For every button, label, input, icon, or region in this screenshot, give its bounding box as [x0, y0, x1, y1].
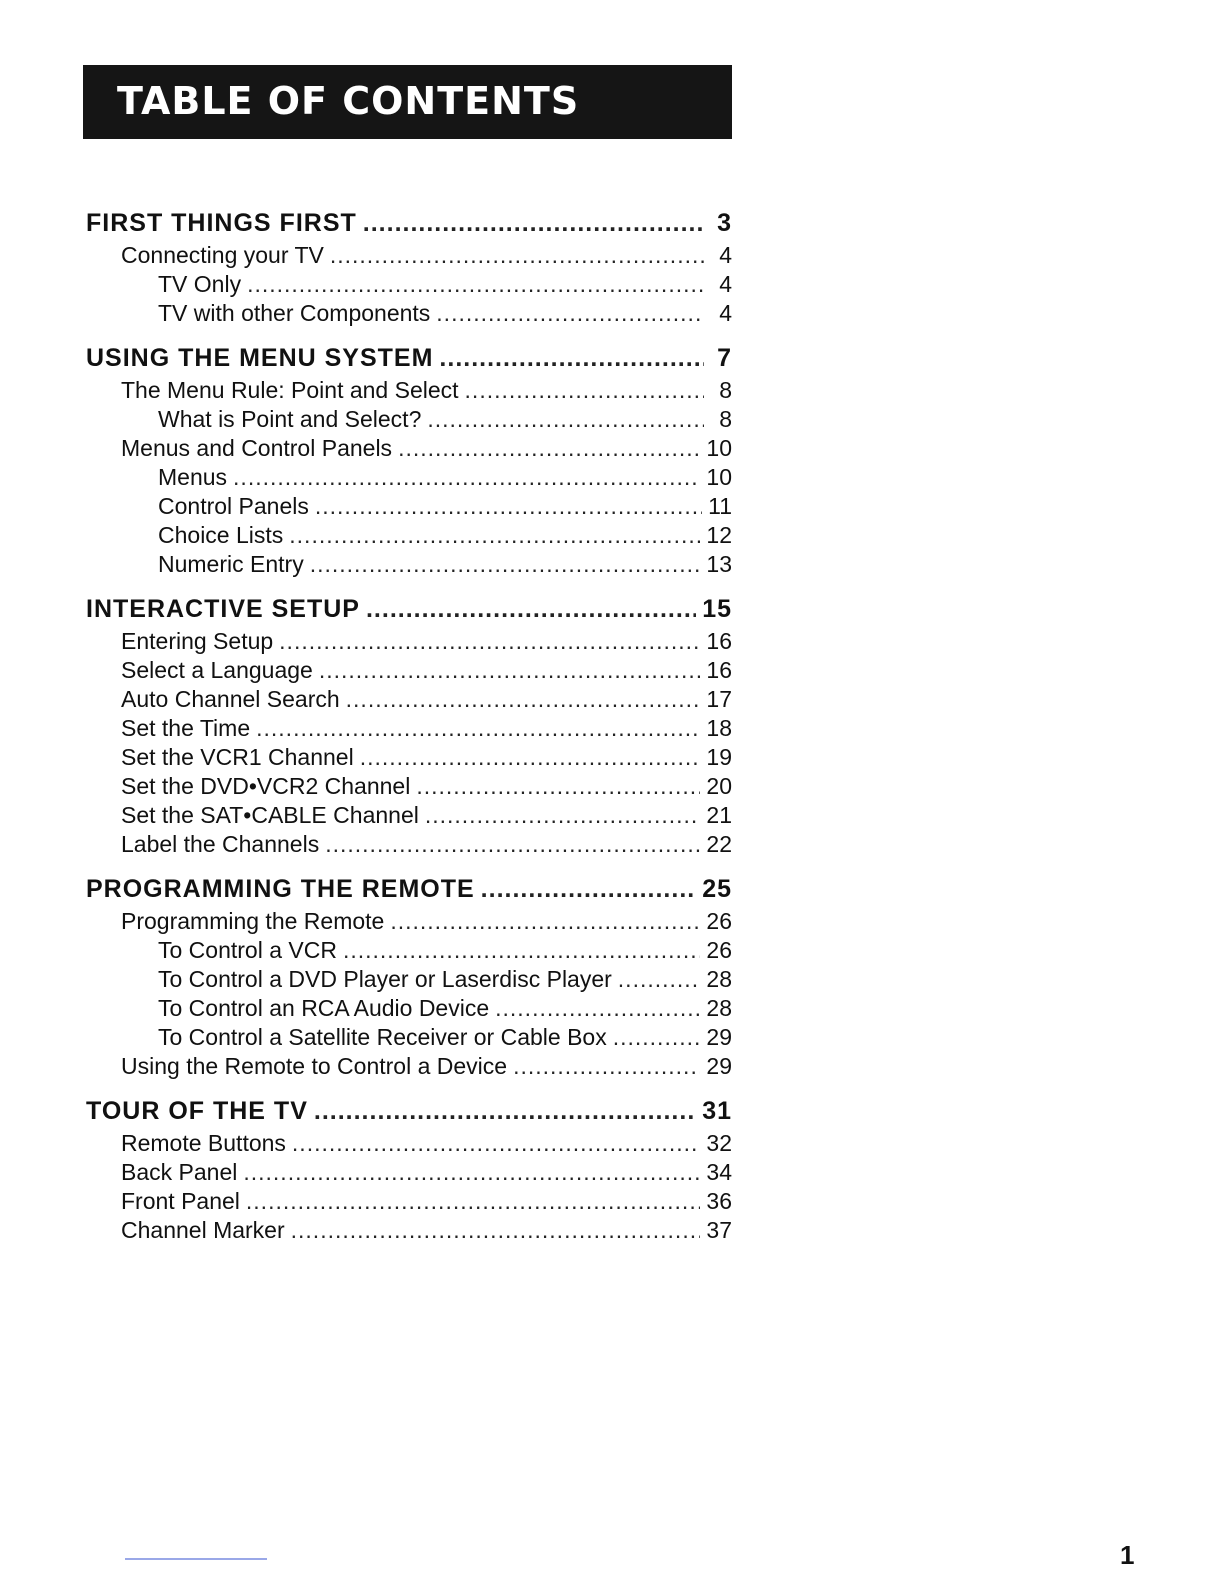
dot-leader — [618, 965, 701, 994]
toc-entry-page: 8 — [719, 377, 732, 403]
toc-entry-label: Channel Marker — [121, 1217, 285, 1243]
toc-entry — [86, 241, 732, 270]
toc-entry-label: To Control a DVD Player or Laserdisc Player — [158, 966, 612, 992]
toc-entry-label: The Menu Rule: Point and Select — [121, 377, 459, 403]
toc-section — [86, 871, 732, 907]
dot-leader — [292, 1129, 700, 1158]
toc-entry-label: Select a Language — [121, 657, 313, 683]
dot-leader — [247, 270, 704, 299]
toc-subentry — [86, 463, 732, 492]
toc-entry-page: 20 — [706, 773, 732, 799]
toc-entry — [86, 434, 732, 463]
dot-leader — [513, 1052, 700, 1081]
dot-leader — [346, 685, 701, 714]
toc-entry-page: 32 — [706, 1130, 732, 1156]
toc-entry-page: 8 — [719, 406, 732, 432]
footer-rule — [125, 1558, 267, 1560]
toc-entry-page: 4 — [719, 242, 732, 268]
toc-entry — [86, 772, 732, 801]
toc-entry-page: 29 — [706, 1024, 732, 1050]
toc-entry — [86, 1216, 732, 1245]
toc-entry-label: TV with other Components — [158, 300, 431, 326]
dot-leader — [416, 772, 700, 801]
toc-entry-label: Back Panel — [121, 1159, 238, 1185]
dot-leader — [363, 205, 704, 241]
toc-subentry — [86, 492, 732, 521]
toc-entry — [86, 907, 732, 936]
toc-entry — [86, 1158, 732, 1187]
toc-section — [86, 591, 732, 627]
toc-entry-label: Label the Channels — [121, 831, 320, 857]
toc-entry-page: 19 — [706, 744, 732, 770]
toc-entry — [86, 714, 732, 743]
toc-entry-page: 15 — [702, 595, 732, 623]
dot-leader — [613, 1023, 701, 1052]
toc-entry-page: 11 — [708, 493, 732, 519]
toc-entry — [86, 685, 732, 714]
toc-entry — [86, 801, 732, 830]
toc-subentry — [86, 550, 732, 579]
dot-leader — [256, 714, 700, 743]
dot-leader — [330, 241, 704, 270]
toc-entry-page: 29 — [706, 1053, 732, 1079]
dot-leader — [366, 591, 696, 627]
toc-subentry — [86, 270, 732, 299]
toc-entry-label: Entering Setup — [121, 628, 274, 654]
dot-leader — [246, 1187, 701, 1216]
toc-subentry — [86, 994, 732, 1023]
toc-entry-label: Numeric Entry — [158, 551, 304, 577]
dot-leader — [325, 830, 700, 859]
toc-subentry — [86, 1023, 732, 1052]
dot-leader — [398, 434, 700, 463]
toc-entry-page: 22 — [706, 831, 732, 857]
dot-leader — [427, 405, 704, 434]
toc-section — [86, 205, 732, 241]
toc-entry-page: 28 — [706, 966, 732, 992]
toc-entry-page: 37 — [706, 1217, 732, 1243]
toc-entry-label: To Control an RCA Audio Device — [158, 995, 490, 1021]
dot-leader — [310, 550, 701, 579]
toc-entry-label: Choice Lists — [158, 522, 284, 548]
toc-entry-label: Connecting your TV — [121, 242, 324, 268]
toc-entry-page: 17 — [706, 686, 732, 712]
toc-entry-label: INTERACTIVE SETUP — [86, 595, 360, 623]
toc-entry-label: Set the VCR1 Channel — [121, 744, 354, 770]
dot-leader — [390, 907, 700, 936]
dot-leader — [481, 871, 697, 907]
dot-leader — [495, 994, 700, 1023]
page-number: 1 — [1120, 1540, 1135, 1570]
dot-leader — [314, 1093, 696, 1129]
dot-leader — [289, 521, 700, 550]
dot-leader — [279, 627, 700, 656]
toc-entry-label: Set the DVD•VCR2 Channel — [121, 773, 411, 799]
toc-entry-label: Auto Channel Search — [121, 686, 340, 712]
toc-subentry — [86, 299, 732, 328]
toc-entry-page: 4 — [719, 271, 732, 297]
dot-leader — [291, 1216, 701, 1245]
toc-entry — [86, 1052, 732, 1081]
table-of-contents — [86, 205, 732, 1245]
toc-entry-page: 7 — [717, 344, 732, 372]
toc-entry-label: USING THE MENU SYSTEM — [86, 344, 434, 372]
dot-leader — [360, 743, 701, 772]
toc-entry — [86, 376, 732, 405]
dot-leader — [465, 376, 704, 405]
toc-entry-page: 21 — [706, 802, 732, 828]
toc-entry-label: What is Point and Select? — [158, 406, 422, 432]
toc-entry — [86, 1129, 732, 1158]
toc-entry-label: Control Panels — [158, 493, 309, 519]
dot-leader — [315, 492, 702, 521]
toc-entry-page: 10 — [706, 435, 732, 461]
toc-entry-page: 13 — [706, 551, 732, 577]
toc-entry-label: Menus and Control Panels — [121, 435, 393, 461]
toc-entry-page: 26 — [706, 908, 732, 934]
toc-entry — [86, 1187, 732, 1216]
toc-entry-page: 18 — [706, 715, 732, 741]
toc-entry-page: 25 — [702, 875, 732, 903]
toc-entry-page: 26 — [706, 937, 732, 963]
toc-entry-label: TV Only — [158, 271, 242, 297]
dot-leader — [439, 340, 704, 376]
page-title: TABLE OF CONTENTS — [117, 79, 580, 123]
title-bar — [83, 65, 732, 139]
dot-leader — [243, 1158, 700, 1187]
toc-entry-label: Remote Buttons — [121, 1130, 286, 1156]
toc-entry-label: Menus — [158, 464, 228, 490]
toc-subentry — [86, 965, 732, 994]
toc-entry-page: 16 — [706, 657, 732, 683]
toc-entry-label: FIRST THINGS FIRST — [86, 209, 357, 237]
toc-section — [86, 340, 732, 376]
toc-entry — [86, 743, 732, 772]
toc-entry-page: 16 — [706, 628, 732, 654]
toc-entry-label: Programming the Remote — [121, 908, 385, 934]
toc-entry-label: To Control a Satellite Receiver or Cable Box — [158, 1024, 607, 1050]
toc-entry-page: 4 — [719, 300, 732, 326]
dot-leader — [436, 299, 704, 328]
toc-entry-page: 3 — [717, 209, 732, 237]
toc-entry — [86, 830, 732, 859]
toc-entry-page: 34 — [706, 1159, 732, 1185]
toc-section — [86, 1093, 732, 1129]
dot-leader — [233, 463, 700, 492]
toc-entry-label: TOUR OF THE TV — [86, 1097, 308, 1125]
dot-leader — [319, 656, 701, 685]
toc-entry-label: Using the Remote to Control a Device — [121, 1053, 508, 1079]
toc-subentry — [86, 936, 732, 965]
dot-leader — [343, 936, 700, 965]
toc-subentry — [86, 521, 732, 550]
toc-entry — [86, 656, 732, 685]
toc-entry-page: 36 — [706, 1188, 732, 1214]
toc-entry — [86, 627, 732, 656]
toc-entry-page: 28 — [706, 995, 732, 1021]
toc-entry-page: 12 — [706, 522, 732, 548]
toc-subentry — [86, 405, 732, 434]
toc-entry-label: Front Panel — [121, 1188, 240, 1214]
toc-entry-label: PROGRAMMING THE REMOTE — [86, 875, 475, 903]
toc-entry-label: To Control a VCR — [158, 937, 337, 963]
toc-entry-page: 31 — [702, 1097, 732, 1125]
toc-entry-page: 10 — [706, 464, 732, 490]
dot-leader — [425, 801, 701, 830]
toc-entry-label: Set the SAT•CABLE Channel — [121, 802, 419, 828]
toc-entry-label: Set the Time — [121, 715, 251, 741]
